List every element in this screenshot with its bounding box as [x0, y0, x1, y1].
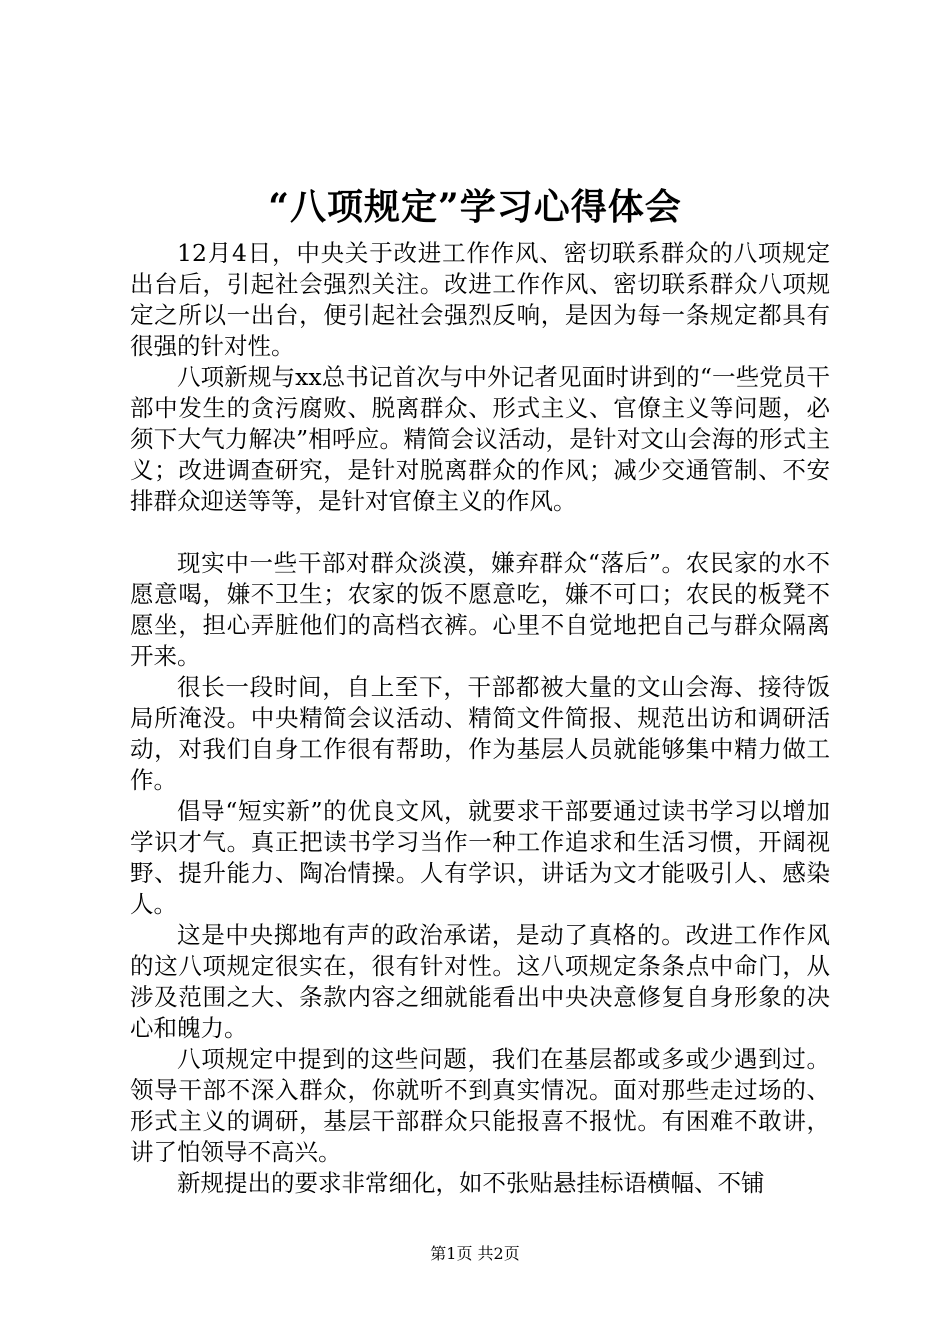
- paragraph: 很长一段时间，自上至下，干部都被大量的文山会海、接待饭局所淹没。中央精简会议活动、精简文件简报、规范出访和调研活动，对我们自身工作很有帮助，作为基层人员就能够集中精力做工作。: [130, 673, 830, 794]
- document-title: “八项规定”学习心得体会: [268, 186, 682, 228]
- paragraph: 现实中一些干部对群众淡漠，嫌弃群众“落后”。农民家的水不愿意喝，嫌不卫生；农家的饭不愿意吃，嫌不可口；农民的板凳不愿坐，担心弄脏他们的高档衣裤。心里不自觉地把自己与群众隔离开来。: [130, 549, 830, 670]
- paragraph: 12月4日，中央关于改进工作作风、密切联系群众的八项规定出台后，引起社会强烈关注。改进工作作风、密切联系群众八项规定之所以一出台，便引起社会强烈反响，是因为每一条规定都具有很强的针对性。: [130, 239, 830, 360]
- paragraph: 这是中央掷地有声的政治承诺，是动了真格的。改进工作作风的这八项规定很实在，很有针对性。这八项规定条条点中命门，从涉及范围之大、条款内容之细就能看出中央决意修复自身形象的决心和魄力。: [130, 921, 830, 1042]
- page-number-footer: 第1页 共2页: [430, 1244, 520, 1263]
- paragraph: 倡导“短实新”的优良文风，就要求干部要通过读书学习以增加学识才气。真正把读书学习当作一种工作追求和生活习惯，开阔视野、提升能力、陶冶情操。人有学识，讲话为文才能吸引人、感染人。: [130, 797, 830, 918]
- paragraph: 新规提出的要求非常细化，如不张贴悬挂标语横幅、不铺: [177, 1169, 765, 1197]
- paragraph: 八项新规与xx总书记首次与中外记者见面时讲到的“一些党员干部中发生的贪污腐败、脱离群众、形式主义、官僚主义等问题，必须下大气力解决”相呼应。精简会议活动，是针对文山会海的形式主义；改进调查研究，是针对脱离群众的作风；减少交通管制、不安排群众迎送等等，是针对官僚主义的作风。: [130, 363, 830, 515]
- document-body: [130, 238, 830, 1199]
- paragraph: 八项规定中提到的这些问题，我们在基层都或多或少遇到过。领导干部不深入群众，你就听不到真实情况。面对那些走过场的、形式主义的调研，基层干部群众只能报喜不报忧。有困难不敢讲，讲了怕领导不高兴。: [130, 1045, 830, 1166]
